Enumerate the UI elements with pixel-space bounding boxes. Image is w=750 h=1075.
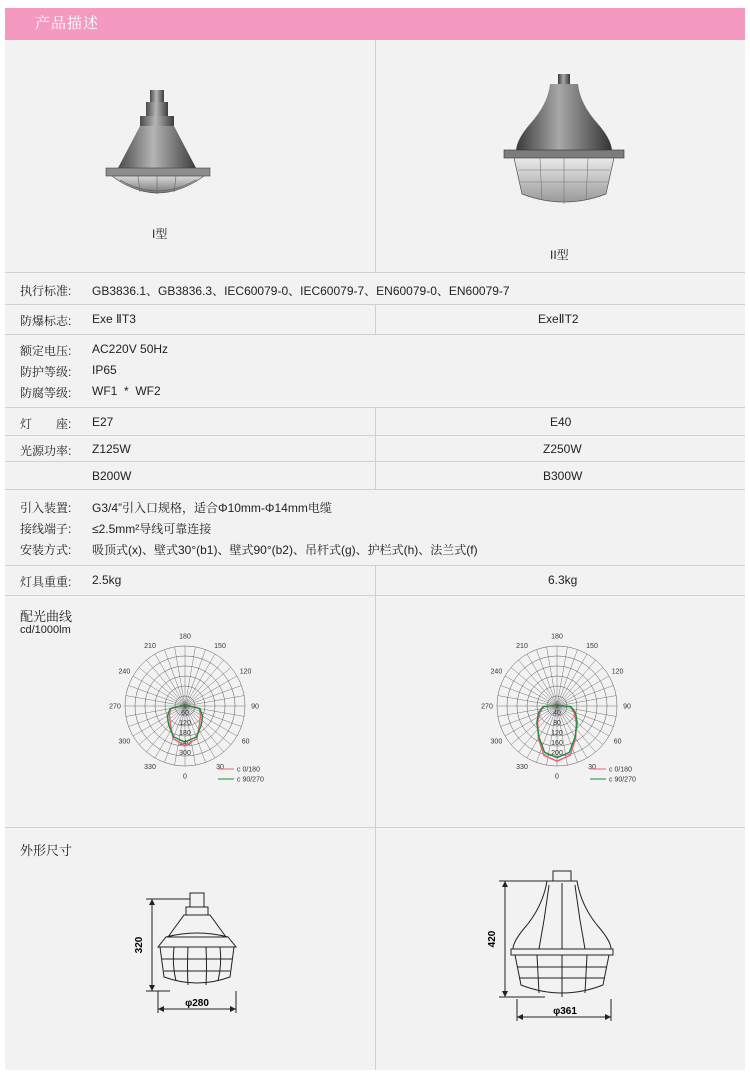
angle-label: 180	[551, 633, 563, 641]
col-divider	[375, 827, 376, 1070]
section-header	[5, 8, 745, 40]
row-divider	[5, 489, 745, 490]
radial-label: 80	[553, 720, 561, 727]
wf-label: 防腐等级:	[20, 386, 72, 400]
dimensions-title: 外形尺寸	[20, 843, 73, 858]
angle-label: 0	[183, 773, 187, 781]
exmark-label: 防爆标志:	[20, 314, 72, 328]
radial-label: 120	[551, 730, 563, 737]
exmark-type2: ExeⅡT2	[538, 312, 579, 326]
angle-label: 330	[144, 764, 156, 772]
row-divider	[5, 595, 745, 596]
angle-label: 0	[555, 773, 559, 781]
angle-label: 210	[516, 642, 528, 650]
col-divider	[375, 40, 376, 272]
row-divider	[5, 827, 745, 828]
angle-label: 90	[623, 703, 631, 711]
weight-type2: 6.3kg	[548, 573, 578, 587]
angle-label: 300	[490, 738, 503, 746]
voltage-value: AC220V 50Hz	[92, 342, 169, 356]
row-divider	[5, 565, 745, 566]
type2-caption: II型	[550, 248, 569, 262]
angle-label: 330	[516, 764, 528, 772]
type1-height-label: 320	[134, 936, 145, 954]
power-type2-b: B300W	[543, 469, 583, 483]
angle-label: 150	[586, 642, 598, 650]
row-divider	[5, 461, 745, 462]
angle-label: 150	[214, 642, 226, 650]
angle-label: 240	[118, 668, 131, 676]
radial-label: 240	[179, 740, 191, 747]
angle-label: 120	[611, 668, 624, 676]
wf-value: WF1 * WF2	[92, 384, 161, 398]
legend-c90-label: c 90/270	[609, 776, 636, 784]
angle-label: 30	[216, 764, 224, 772]
polar-chart-type1	[100, 630, 290, 790]
power-type2-a: Z250W	[543, 442, 582, 456]
section-title: 产品描述	[35, 15, 100, 32]
power-type1-a: Z125W	[92, 442, 131, 456]
row-divider	[5, 435, 745, 436]
ip-label: 防护等级:	[20, 365, 72, 379]
standard-value: GB3836.1、GB3836.3、IEC60079-0、IEC60079-7、EN60079-0、EN60079-7	[92, 284, 510, 298]
col-divider	[375, 565, 376, 595]
terminal-value: ≤2.5mm²导线可靠连接	[92, 522, 212, 536]
socket-label: 灯 座:	[20, 417, 72, 431]
socket-type1: E27	[92, 415, 114, 429]
angle-label: 300	[118, 738, 131, 746]
dimension-drawing-type1	[130, 885, 260, 1025]
inlet-value: G3/4”引入口规格，适合Φ10mm-Φ14mm电缆	[92, 501, 332, 515]
curves-unit: cd/1000lm	[20, 624, 71, 636]
col-divider	[375, 304, 376, 334]
angle-label: 90	[251, 703, 259, 711]
dimension-drawing-type2	[485, 865, 635, 1030]
lamp-type1-photo	[100, 88, 220, 203]
angle-label: 30	[588, 764, 596, 772]
install-value: 吸顶式(x)、壁式30°(b1)、壁式90°(b2)、吊杆式(g)、护栏式(h)、法兰式(f)	[92, 543, 478, 557]
legend-c0-label: c 0/180	[237, 766, 260, 774]
power-label: 光源功率:	[20, 444, 72, 458]
socket-type2: E40	[550, 415, 572, 429]
exmark-type1: Exe ⅡT3	[92, 312, 136, 326]
angle-label: 60	[241, 738, 250, 746]
angle-label: 240	[490, 668, 503, 676]
type2-width-label: φ361	[553, 1006, 577, 1017]
row-divider	[5, 407, 745, 408]
radial-label: 160	[551, 740, 563, 747]
col-divider	[375, 595, 376, 827]
angle-label: 210	[144, 642, 156, 650]
legend-c0-label: c 0/180	[609, 766, 632, 774]
row-divider	[5, 272, 745, 273]
type2-height-label: 420	[487, 930, 498, 948]
row-divider	[5, 304, 745, 305]
radial-label: 120	[179, 720, 191, 727]
inlet-label: 引入装置:	[20, 501, 72, 515]
curves-title: 配光曲线	[20, 609, 73, 624]
angle-label: 270	[481, 703, 493, 711]
radial-label: 60	[181, 710, 189, 717]
angle-label: 60	[613, 738, 622, 746]
weight-label: 灯具重重:	[20, 575, 72, 589]
install-label: 安装方式:	[20, 543, 72, 557]
lamp-type2-photo	[500, 72, 630, 212]
ip-value: IP65	[92, 363, 117, 377]
radial-label: 200	[551, 750, 563, 757]
polar-chart-type2	[472, 630, 662, 790]
angle-label: 180	[179, 633, 191, 641]
col-divider	[375, 407, 376, 489]
radial-label: 40	[553, 710, 561, 717]
row-divider	[5, 334, 745, 335]
radial-label: 180	[179, 730, 191, 737]
type1-width-label: φ280	[185, 998, 209, 1009]
power-type1-b: B200W	[92, 469, 132, 483]
radial-label: 300	[179, 750, 191, 757]
legend-c90-label: c 90/270	[237, 776, 264, 784]
type1-caption: I型	[152, 227, 168, 241]
terminal-label: 接线端子:	[20, 522, 72, 536]
angle-label: 270	[109, 703, 121, 711]
voltage-label: 额定电压:	[20, 344, 72, 358]
standard-label: 执行标准:	[20, 284, 72, 298]
weight-type1: 2.5kg	[92, 573, 122, 587]
angle-label: 120	[239, 668, 252, 676]
